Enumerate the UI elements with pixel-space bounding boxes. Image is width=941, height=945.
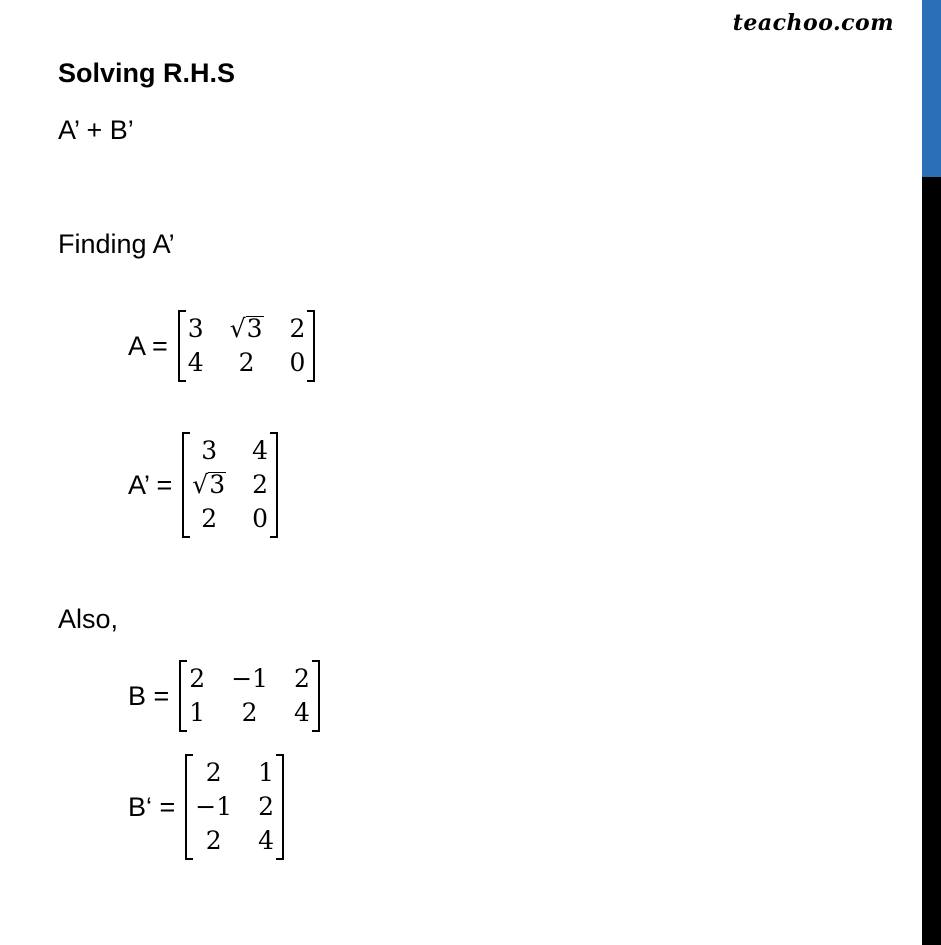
matrix-a-transpose	[182, 432, 278, 538]
matrix-b-transpose-cell: −1	[195, 792, 233, 821]
matrix-a	[178, 310, 316, 382]
matrix-b-transpose-cell: 2	[258, 792, 275, 821]
matrix-b-cell: 1	[189, 698, 206, 727]
matrix-a-cell: 3	[187, 314, 204, 343]
matrix-b-cell: 4	[294, 698, 310, 727]
matrix-b-transpose-cell: 2	[205, 758, 222, 787]
expression-text: A’ + B’	[58, 115, 134, 145]
finding-label: Finding A’	[58, 229, 175, 259]
matrix-a-cell: 3	[246, 314, 263, 343]
sqrt-symbol: √	[229, 314, 246, 343]
matrix-b-transpose-row	[128, 754, 284, 860]
matrix-a-transpose-label: A’ =	[128, 469, 173, 500]
matrix-a-transpose-cell: 2	[252, 470, 269, 499]
matrix-b-transpose-right-bracket	[276, 754, 284, 860]
matrix-b-label: B =	[128, 680, 170, 711]
matrix-a-transpose-row	[128, 432, 278, 538]
matrix-b-row	[128, 660, 320, 732]
matrix-b-cell: 2	[294, 664, 310, 693]
matrix-a-right-bracket	[307, 310, 315, 382]
matrix-b-transpose-cell: 2	[205, 826, 222, 855]
scrollbar[interactable]	[922, 0, 941, 945]
matrix-a-transpose-cell: 0	[252, 504, 269, 533]
matrix-b-transpose-cell: 1	[258, 758, 275, 787]
matrix-a-cell: 0	[289, 348, 306, 377]
matrix-a-cell: 2	[289, 314, 306, 343]
matrix-a-transpose-left-bracket	[182, 432, 190, 538]
matrix-b-right-bracket	[312, 660, 320, 732]
matrix-a-transpose-cell: 3	[201, 436, 218, 465]
sqrt-symbol: √	[192, 470, 209, 499]
matrix-a-row	[128, 310, 315, 382]
matrix-b-cell: 2	[189, 664, 206, 693]
matrix-b	[179, 660, 320, 732]
matrix-a-cell-sqrt	[230, 312, 264, 346]
matrix-a-transpose-cell-sqrt	[192, 468, 226, 502]
matrix-a-transpose-cell: 4	[252, 436, 269, 465]
matrix-b-left-bracket	[179, 660, 187, 732]
matrix-b-cell: −1	[231, 664, 269, 693]
matrix-b-transpose-label: B‘ =	[128, 791, 176, 822]
matrix-a-label: A =	[128, 330, 168, 361]
section-heading: Solving R.H.S	[58, 58, 236, 88]
matrix-a-transpose-cell: 2	[201, 504, 218, 533]
brand-logo: teachoo.com	[732, 10, 894, 36]
matrix-a-cell: 2	[238, 348, 255, 377]
also-label: Also,	[58, 604, 119, 634]
matrix-a-transpose-cell: 3	[209, 470, 226, 499]
matrix-a-cell: 4	[187, 348, 204, 377]
matrix-a-left-bracket	[178, 310, 186, 382]
matrix-b-cell: 2	[241, 698, 258, 727]
matrix-b-transpose-cell: 4	[258, 826, 275, 855]
matrix-b-transpose	[185, 754, 284, 860]
matrix-a-transpose-right-bracket	[270, 432, 278, 538]
matrix-b-transpose-left-bracket	[185, 754, 193, 860]
scrollbar-thumb[interactable]	[922, 0, 941, 177]
